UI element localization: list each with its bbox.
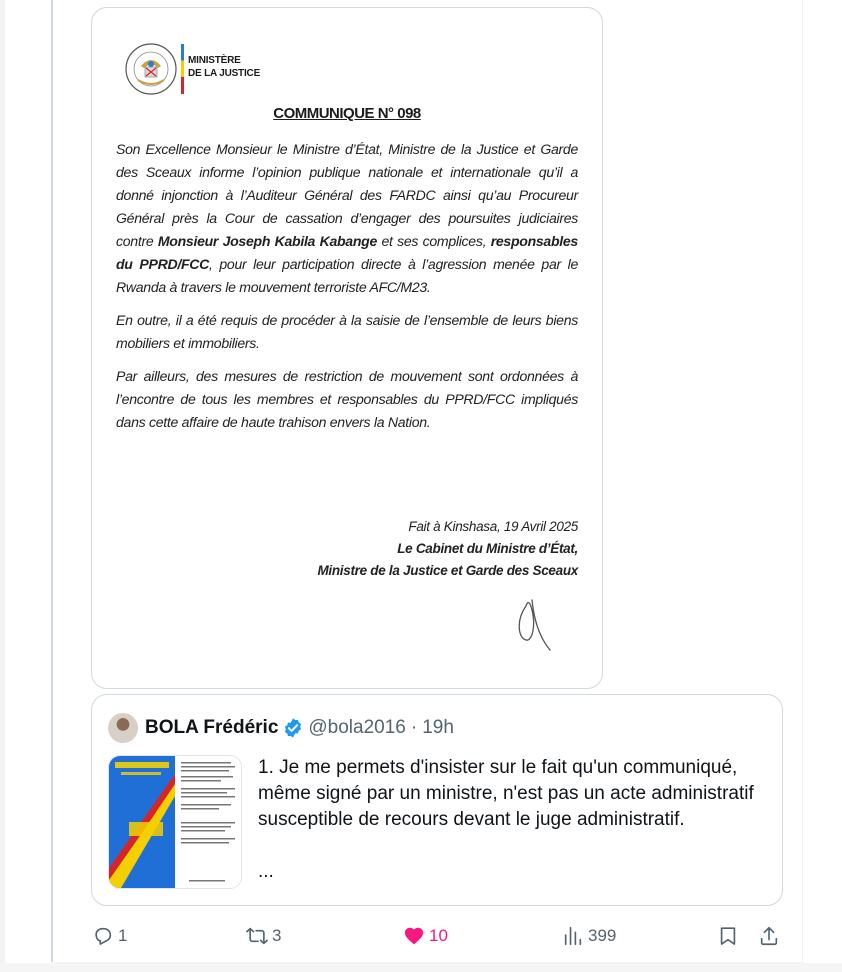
right-gutter: [803, 0, 842, 972]
flag-stripe: [181, 44, 184, 94]
journal-officiel-thumbnail-icon: [109, 756, 241, 888]
quoted-media-thumbnail[interactable]: [108, 755, 242, 889]
share-icon: [758, 925, 780, 947]
quoted-tweet-header: [108, 713, 454, 743]
communique-body: [116, 138, 578, 434]
quoted-author-handle[interactable]: @bola2016: [308, 717, 406, 738]
avatar[interactable]: [108, 713, 138, 743]
ministry-line-1: MINISTÈRE: [188, 55, 241, 66]
heart-icon: [403, 925, 425, 947]
highlight-party: responsables du PPRD/FCC: [116, 233, 578, 272]
tweet-media-image[interactable]: [91, 7, 603, 689]
like-button[interactable]: [403, 918, 448, 954]
reply-button[interactable]: [92, 918, 127, 954]
handwritten-signature-icon: [510, 590, 560, 660]
communique-paragraph-2: En outre, il a été requis de procéder à la saisie de l’ensemble de leurs biens mobiliers et immobiliers.: [116, 312, 578, 351]
column-border-left: [4, 0, 5, 972]
show-more-ellipsis[interactable]: ...: [258, 861, 274, 882]
signature-block: [317, 516, 578, 582]
bottom-gutter: [0, 963, 842, 972]
repost-button[interactable]: [246, 918, 281, 954]
bookmark-button[interactable]: [717, 918, 743, 954]
reply-icon: [92, 925, 114, 947]
bookmark-icon: [717, 925, 739, 947]
views-chart-icon: [562, 925, 584, 947]
verified-badge-icon: [282, 717, 304, 739]
repost-icon: [246, 925, 268, 947]
quoted-tweet-timestamp[interactable]: 19h: [422, 717, 454, 738]
republic-seal-icon: [124, 42, 178, 96]
reply-count: 1: [118, 926, 128, 945]
quoted-tweet-text: 1. Je me permets d'insister sur le fait qu'un communiqué, même signé par un ministre, n'est pas un acte administratif susceptible de recours devant le juge administratif.: [258, 757, 754, 830]
communique-title: COMMUNIQUE N° 098: [273, 105, 421, 122]
thread-connector-line: [51, 0, 53, 962]
highlight-name: Monsieur Joseph Kabila Kabange: [157, 233, 377, 249]
ministry-header: [188, 54, 260, 80]
like-count: 10: [429, 926, 448, 945]
quoted-tweet-card[interactable]: [91, 694, 783, 906]
share-button[interactable]: [758, 918, 784, 954]
quoted-author-name[interactable]: BOLA Frédéric: [145, 717, 279, 738]
signatory-line-2: Ministre de la Justice et Garde des Sceaux: [317, 563, 578, 578]
communique-paragraph-3: Par ailleurs, des mesures de restriction de mouvement sont ordonnées à l’encontre de tous les membres et responsables du PPRD/FCC impliqués dans cette affaire de haute trahison envers la Nation.: [116, 368, 578, 430]
tweet-action-bar: [0, 918, 842, 954]
views-count: 399: [588, 926, 617, 945]
place-date: Fait à Kinshasa, 19 Avril 2025: [408, 519, 578, 534]
signatory-line-1: Le Cabinet du Ministre d’État,: [397, 541, 578, 556]
repost-count: 3: [272, 926, 282, 945]
separator-dot: ·: [410, 717, 418, 738]
ministry-line-2: DE LA JUSTICE: [188, 68, 261, 79]
views-button[interactable]: [562, 918, 616, 954]
communique-paragraph-1: Son Excellence Monsieur le Ministre d’État, Ministre de la Justice et Garde des Sceaux informe l’opinion publique nationale et internationale qu’il a donné injonction à l’Auditeur Général des FARDC ainsi qu’au Procureur Général près la Cour de cassation d’engager des poursuites judiciaires contre Monsieur Joseph Kabila Kabange et ses complices, responsables du PPRD/FCC, pour leur participation directe à l’agression menée par le Rwanda à travers le mouvement terroriste AFC/M23.: [116, 141, 579, 295]
